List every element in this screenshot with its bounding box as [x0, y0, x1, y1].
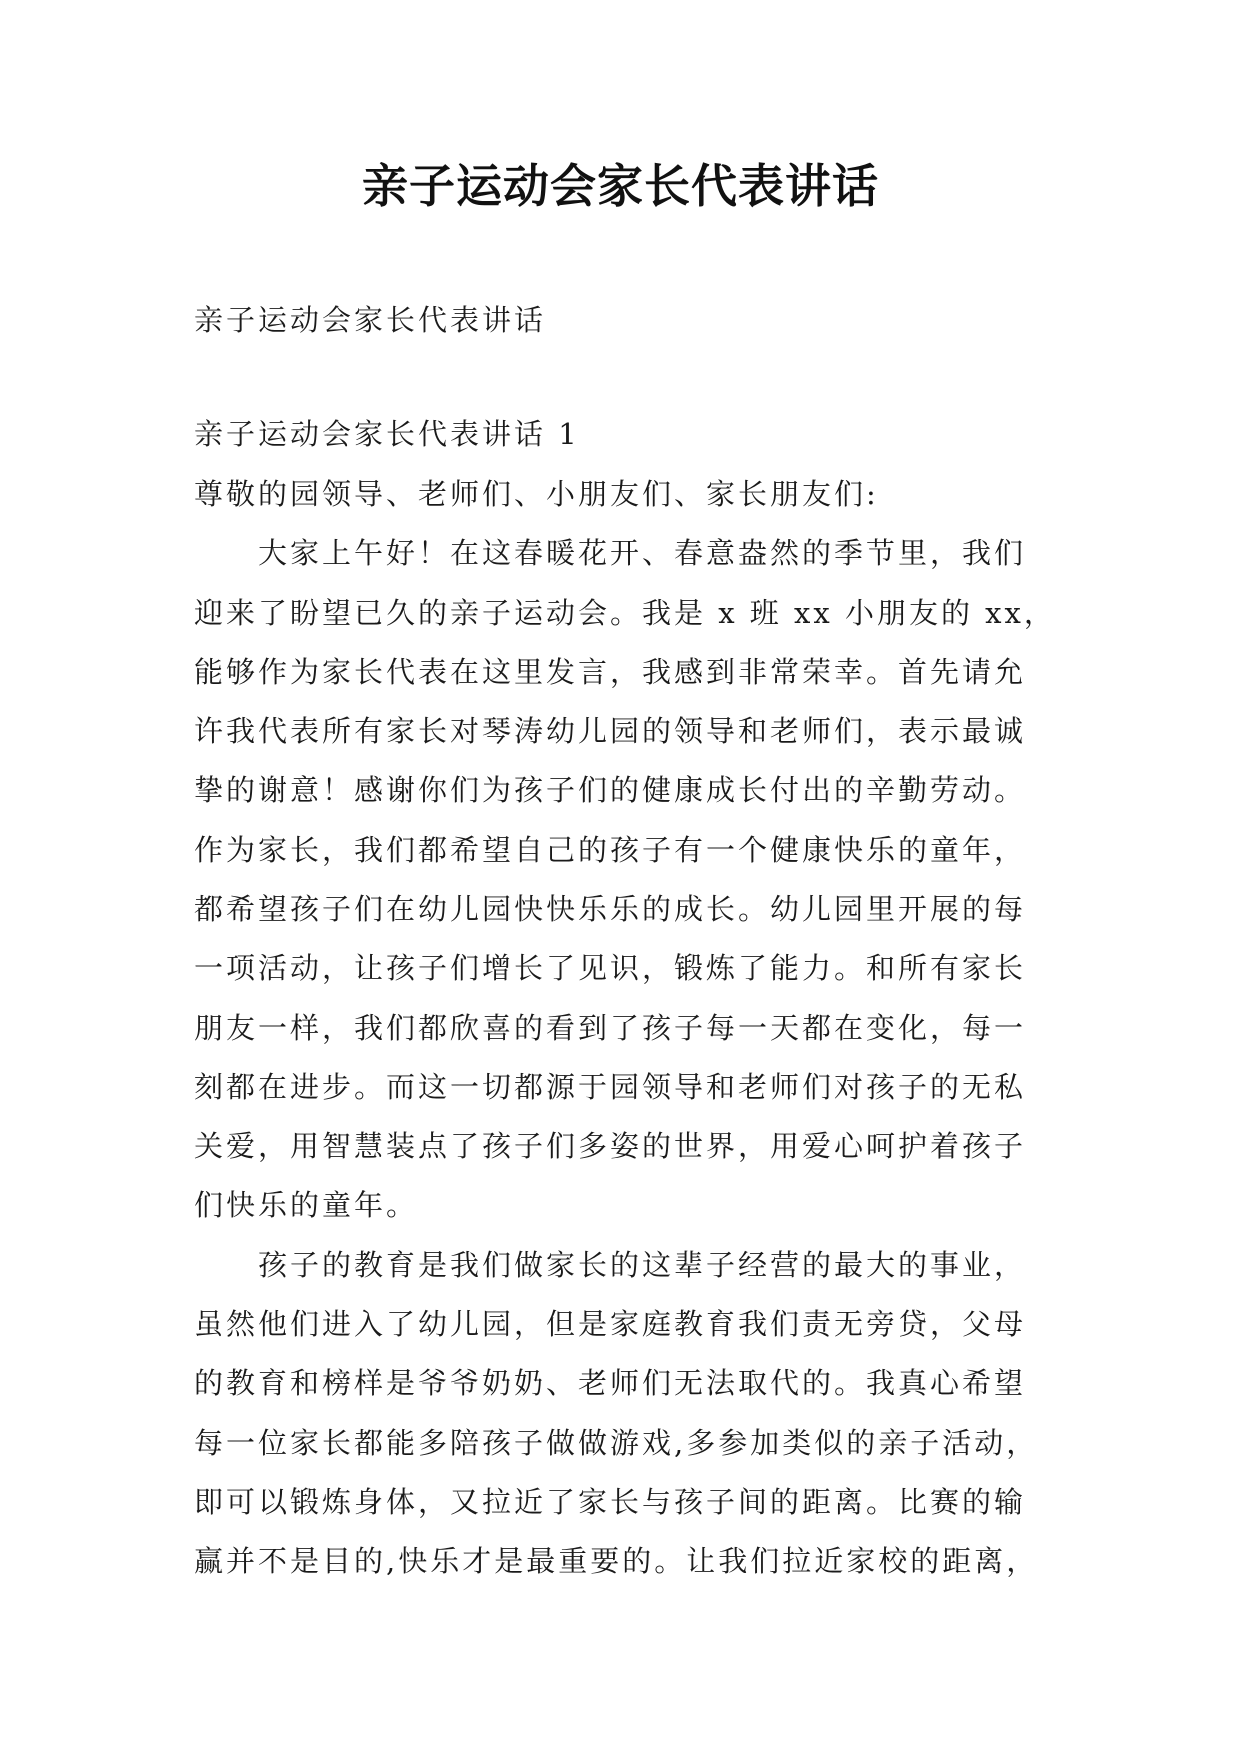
- body-line: 作为家长，我们都希望自己的孩子有一个健康快乐的童年，: [194, 833, 1027, 867]
- body-line: 朋友一样，我们都欣喜的看到了孩子每一天都在变化，每一: [194, 1011, 1027, 1045]
- body-line: 迎来了盼望已久的亲子运动会。我是 x 班 xx 小朋友的 xx，: [194, 596, 1056, 630]
- body-line: 刻都在进步。而这一切都源于园领导和老师们对孩子的无私: [194, 1070, 1027, 1104]
- body-line: 挚的谢意！感谢你们为孩子们的健康成长付出的辛勤劳动。: [194, 773, 1027, 807]
- body-line: 都希望孩子们在幼儿园快快乐乐的成长。幼儿园里开展的每: [194, 892, 1027, 926]
- salutation: 尊敬的园领导、老师们、小朋友们、家长朋友们:: [194, 477, 879, 511]
- body-line: 许我代表所有家长对琴涛幼儿园的领导和老师们，表示最诚: [194, 714, 1027, 748]
- body-line: 每一位家长都能多陪孩子做做游戏,多参加类似的亲子活动，: [194, 1426, 1039, 1460]
- body-line: 虽然他们进入了幼儿园，但是家庭教育我们责无旁贷，父母: [194, 1307, 1027, 1341]
- body-line: 即可以锻炼身体，又拉近了家长与孩子间的距离。比赛的输: [194, 1485, 1027, 1519]
- body-line: 们快乐的童年。: [194, 1188, 419, 1222]
- document-title: 亲子运动会家长代表讲话: [362, 159, 879, 213]
- document-subtitle: 亲子运动会家长代表讲话: [194, 303, 547, 337]
- body-line: 孩子的教育是我们做家长的这辈子经营的最大的事业，: [258, 1248, 1027, 1282]
- body-line: 关爱，用智慧装点了孩子们多姿的世界，用爱心呵护着孩子: [194, 1129, 1027, 1163]
- body-line: 的教育和榜样是爷爷奶奶、老师们无法取代的。我真心希望: [194, 1366, 1027, 1400]
- body-line: 一项活动，让孩子们增长了见识，锻炼了能力。和所有家长: [194, 951, 1027, 985]
- body-line: 大家上午好！在这春暖花开、春意盎然的季节里，我们: [258, 536, 1027, 570]
- section-heading: 亲子运动会家长代表讲话 1: [194, 417, 580, 451]
- body-line: 赢并不是目的,快乐才是最重要的。让我们拉近家校的距离，: [194, 1544, 1039, 1578]
- body-line: 能够作为家长代表在这里发言，我感到非常荣幸。首先请允: [194, 655, 1027, 689]
